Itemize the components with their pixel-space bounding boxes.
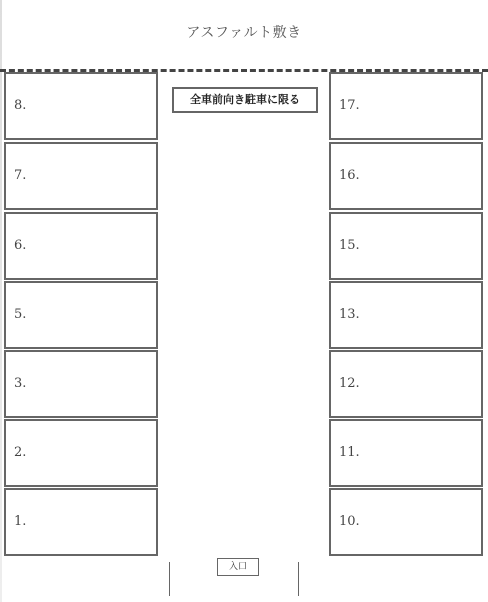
space-number: 2. bbox=[14, 445, 27, 460]
space-number: 5. bbox=[14, 307, 27, 322]
space-number: 6. bbox=[14, 238, 27, 253]
parking-rule-sign: 全車前向き駐車に限る bbox=[172, 87, 318, 113]
scan-edge bbox=[0, 0, 2, 602]
parking-space bbox=[329, 419, 483, 487]
parking-space bbox=[329, 212, 483, 280]
parking-space bbox=[329, 350, 483, 418]
space-number: 17. bbox=[339, 98, 360, 113]
space-number: 13. bbox=[339, 307, 360, 322]
space-number: 12. bbox=[339, 376, 360, 391]
space-number: 3. bbox=[14, 376, 27, 391]
space-number: 11. bbox=[339, 445, 360, 460]
parking-space bbox=[4, 142, 158, 210]
parking-space bbox=[4, 350, 158, 418]
space-number: 10. bbox=[339, 514, 360, 529]
parking-space bbox=[329, 281, 483, 349]
parking-space bbox=[4, 419, 158, 487]
entrance-right-post bbox=[298, 562, 299, 596]
entrance-left-post bbox=[169, 562, 170, 596]
space-number: 1. bbox=[14, 514, 27, 529]
parking-space bbox=[4, 281, 158, 349]
parking-space bbox=[4, 72, 158, 140]
space-number: 15. bbox=[339, 238, 360, 253]
space-number: 7. bbox=[14, 168, 27, 183]
parking-space bbox=[329, 142, 483, 210]
space-number: 8. bbox=[14, 98, 27, 113]
parking-space bbox=[4, 212, 158, 280]
parking-space bbox=[329, 72, 483, 140]
space-number: 16. bbox=[339, 168, 360, 183]
entrance-label: 入口 bbox=[217, 558, 259, 576]
parking-space bbox=[4, 488, 158, 556]
surface-title: アスファルト敷き bbox=[186, 25, 302, 41]
parking-space bbox=[329, 488, 483, 556]
